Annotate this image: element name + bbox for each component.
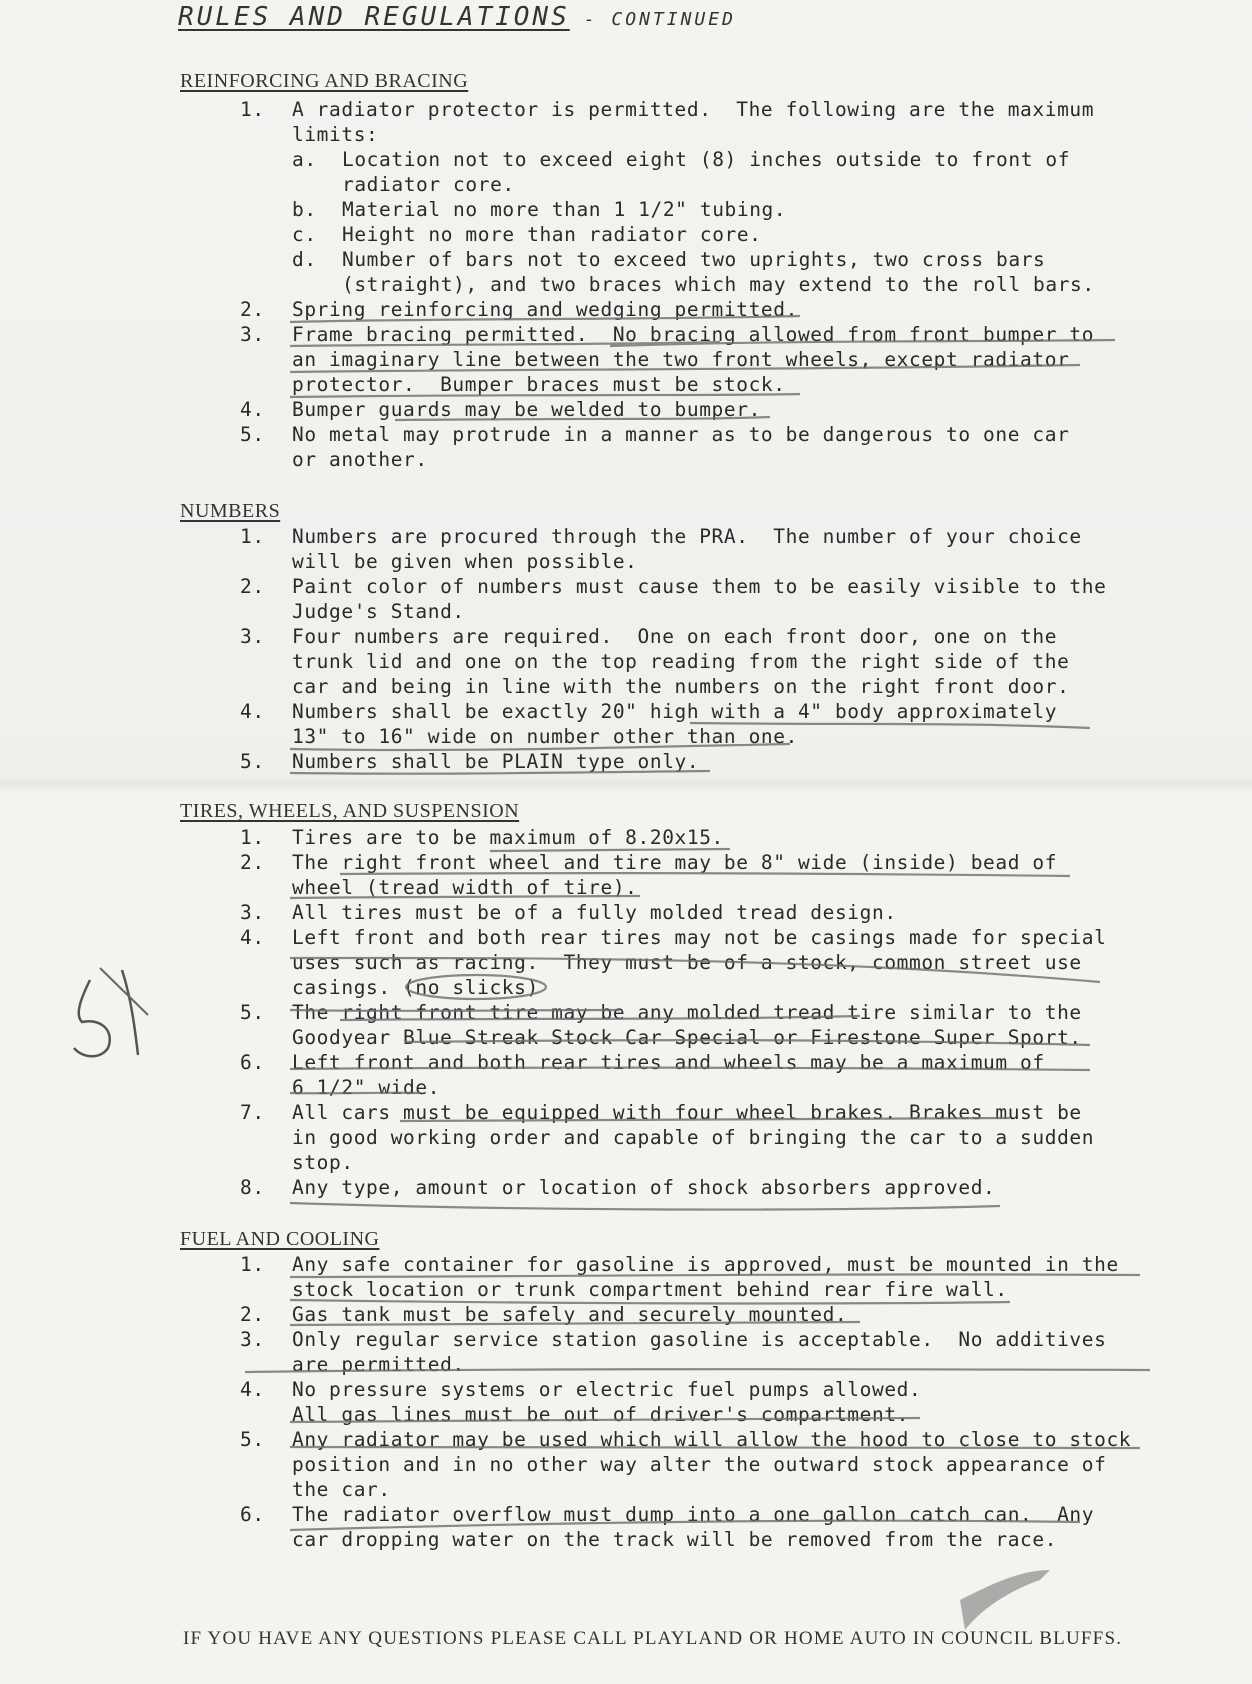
rule-line: wheel (tread width of tire).	[292, 876, 638, 899]
rule-line: 6 1/2" wide.	[292, 1076, 441, 1099]
title-continued: - CONTINUED	[583, 9, 736, 30]
rule-line: 1. Tires are to be maximum of 8.20x15.	[240, 826, 724, 849]
rule-line: uses such as racing. They must be of a stock, common street use	[292, 951, 1082, 974]
rule-line: 6. The radiator overflow must dump into a one gallon catch can. Any	[240, 1503, 1095, 1526]
rule-line: 1. A radiator protector is permitted. The following are the maximum	[240, 98, 1095, 121]
section-heading-numbers: NUMBERS	[180, 500, 281, 522]
rule-line: an imaginary line between the two front wheels, except radiator	[292, 348, 1070, 371]
rule-line: 2. Gas tank must be safely and securely mounted.	[240, 1303, 848, 1326]
rule-line: protector. Bumper braces must be stock.	[292, 373, 786, 396]
rule-line: 1. Any safe container for gasoline is approved, must be mounted in the	[240, 1253, 1119, 1276]
rule-line: casings. (no slicks)	[292, 976, 539, 999]
section-heading-tires: TIRES, WHEELS, AND SUSPENSION	[180, 800, 520, 822]
rule-line: 4. Bumper guards may be welded to bumper.	[240, 398, 761, 421]
subrule-line: b. Material no more than 1 1/2" tubing.	[292, 198, 787, 221]
rule-line: 8. Any type, amount or location of shock absorbers approved.	[240, 1176, 996, 1199]
rule-line: car and being in line with the numbers on the right front door.	[292, 675, 1070, 698]
rule-line: will be given when possible.	[292, 550, 638, 573]
subrule-line: a. Location not to exceed eight (8) inches outside to front of	[292, 148, 1071, 171]
footer-note: IF YOU HAVE ANY QUESTIONS PLEASE CALL PLAYLAND OR HOME AUTO IN COUNCIL BLUFFS.	[183, 1628, 1123, 1649]
rule-line: stock location or trunk compartment behind rear fire wall.	[292, 1278, 1008, 1301]
rule-line: are permitted.	[292, 1353, 465, 1376]
rule-line: limits:	[292, 123, 379, 146]
rule-line: 3. Frame bracing permitted. No bracing allowed from front bumper to	[240, 323, 1095, 346]
rule-line: 13" to 16" wide on number other than one.	[292, 725, 798, 748]
section-heading-reinforcing: REINFORCING AND BRACING	[180, 70, 469, 92]
rule-line: in good working order and capable of bringing the car to a sudden	[292, 1126, 1095, 1149]
section-heading-fuel: FUEL AND COOLING	[180, 1228, 380, 1250]
rule-line: Judge's Stand.	[292, 600, 465, 623]
rule-line: the car.	[292, 1478, 391, 1501]
subrule-line: (straight), and two braces which may extend to the roll bars.	[342, 273, 1095, 296]
rule-line: 4. Numbers shall be exactly 20" high with a 4" body approximately	[240, 700, 1058, 723]
rule-line: trunk lid and one on the top reading from the right side of the	[292, 650, 1070, 673]
rule-line: 3. Four numbers are required. One on each front door, one on the	[240, 625, 1058, 648]
rule-line: 3. All tires must be of a fully molded tread design.	[240, 901, 897, 924]
rule-line: All gas lines must be out of driver's compartment.	[292, 1403, 909, 1426]
rule-line: 4. No pressure systems or electric fuel pumps allowed.	[240, 1378, 922, 1401]
subrule-line: radiator core.	[342, 173, 515, 196]
handwritten-number-mark	[60, 960, 160, 1070]
title-main: RULES AND REGULATIONS	[178, 2, 570, 32]
rule-line: 5. No metal may protrude in a manner as to be dangerous to one car	[240, 423, 1070, 446]
subrule-line: c. Height no more than radiator core.	[292, 223, 762, 246]
rule-line: 5. Any radiator may be used which will allow the hood to close to stock	[240, 1428, 1132, 1451]
rule-line: 2. Spring reinforcing and wedging permitted.	[240, 298, 798, 321]
rule-line: 5. Numbers shall be PLAIN type only.	[240, 750, 700, 773]
page-title	[178, 2, 736, 32]
rule-line: 6. Left front and both rear tires and wheels may be a maximum of	[240, 1051, 1045, 1074]
rule-line: position and in no other way alter the outward stock appearance of	[292, 1453, 1107, 1476]
rule-line: 7. All cars must be equipped with four wheel brakes. Brakes must be	[240, 1101, 1082, 1124]
rule-line: 1. Numbers are procured through the PRA. The number of your choice	[240, 525, 1082, 548]
rule-line: stop.	[292, 1151, 354, 1174]
rule-line: 2. Paint color of numbers must cause them to be easily visible to the	[240, 575, 1107, 598]
rule-line: 2. The right front wheel and tire may be 8" wide (inside) bead of	[240, 851, 1058, 874]
subrule-line: d. Number of bars not to exceed two uprights, two cross bars	[292, 248, 1046, 271]
rule-line: 4. Left front and both rear tires may not be casings made for special	[240, 926, 1107, 949]
rule-line: Goodyear Blue Streak Stock Car Special or Firestone Super Sport.	[292, 1026, 1082, 1049]
rule-line: or another.	[292, 448, 428, 471]
rule-line: car dropping water on the track will be removed from the race.	[292, 1528, 1058, 1551]
rule-line: 3. Only regular service station gasoline is acceptable. No additives	[240, 1328, 1107, 1351]
rule-line: 5. The right front tire may be any molded tread tire similar to the	[240, 1001, 1082, 1024]
